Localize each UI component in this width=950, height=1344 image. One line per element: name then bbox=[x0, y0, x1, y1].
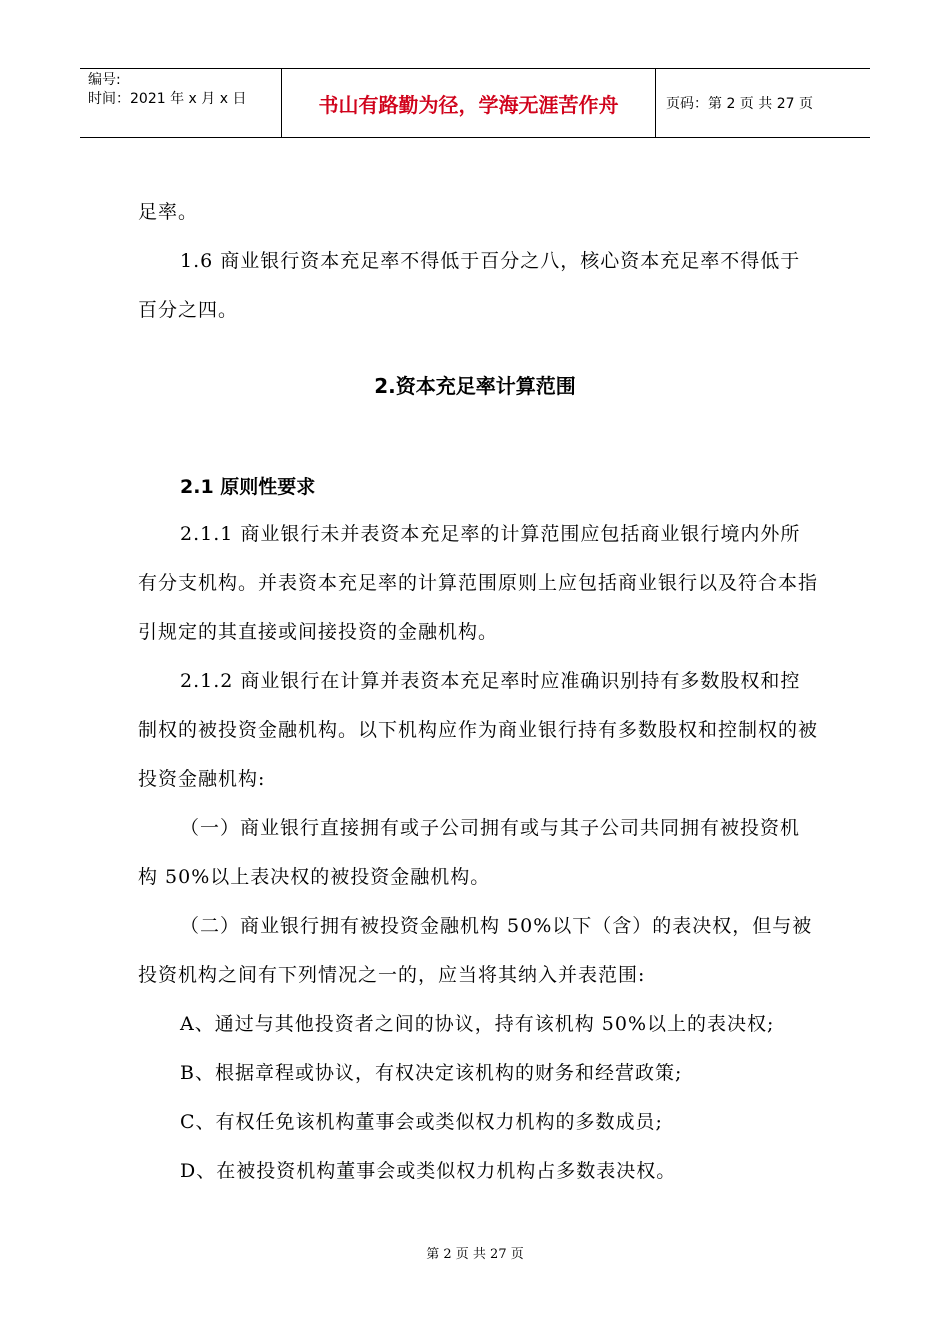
paragraph-continuation bbox=[138, 188, 818, 335]
paragraph-2-1-2: 2.1.2 商业银行在计算并表资本充足率时应准确识别持有多数股权和控制权的被投资金融机构。以下机构应作为商业银行持有多数股权和控制权的被投资金融机构: bbox=[138, 670, 819, 790]
header-motto: 书山有路勤为径，学海无涯苦作舟 bbox=[282, 69, 656, 137]
paragraph-2-1-1: 2.1.1 商业银行未并表资本充足率的计算范围应包括商业银行境内外所有分支机构。并表资本充足率的计算范围原则上应包括商业银行以及符合本指引规定的其直接或间接投资的金融机构。 bbox=[138, 523, 819, 643]
paragraph-item-c: C、有权任免该机构董事会或类似权力机构的多数成员; bbox=[180, 1111, 663, 1133]
paragraph-item-1: （一）商业银行直接拥有或子公司拥有或与其子公司共同拥有被投资机构 50%以上表决权的被投资金融机构。 bbox=[138, 817, 801, 888]
header-meta bbox=[80, 69, 282, 137]
section-title: 2.资本充足率计算范围 bbox=[374, 374, 576, 398]
paragraph-item-d: D、在被投资机构董事会或类似权力机构占多数表决权。 bbox=[180, 1160, 677, 1182]
header-number-label: 编号: bbox=[88, 72, 121, 88]
main-body bbox=[138, 510, 818, 1196]
paragraph-1-6: 1.6 商业银行资本充足率不得低于百分之八，核心资本充足率不得低于百分之四。 bbox=[138, 250, 801, 321]
header-date: 时间：2021 年 x 月 x 日 bbox=[88, 91, 247, 107]
paragraph-text: 足率。 bbox=[138, 201, 199, 223]
paragraph-item-a: A、通过与其他投资者之间的协议，持有该机构 50%以上的表决权; bbox=[180, 1013, 775, 1035]
paragraph-item-2: （二）商业银行拥有被投资金融机构 50%以下（含）的表决权，但与被投资机构之间有下列情况之一的，应当将其纳入并表范围: bbox=[138, 915, 813, 986]
page-footer: 第 2 页 共 27 页 bbox=[426, 1247, 524, 1262]
subsection-title: 2.1 原则性要求 bbox=[180, 476, 316, 498]
paragraph-item-b: B、根据章程或协议，有权决定该机构的财务和经营政策; bbox=[180, 1062, 683, 1084]
page-header bbox=[80, 68, 870, 138]
header-page-info: 页码：第 2 页 共 27 页 bbox=[666, 96, 813, 112]
